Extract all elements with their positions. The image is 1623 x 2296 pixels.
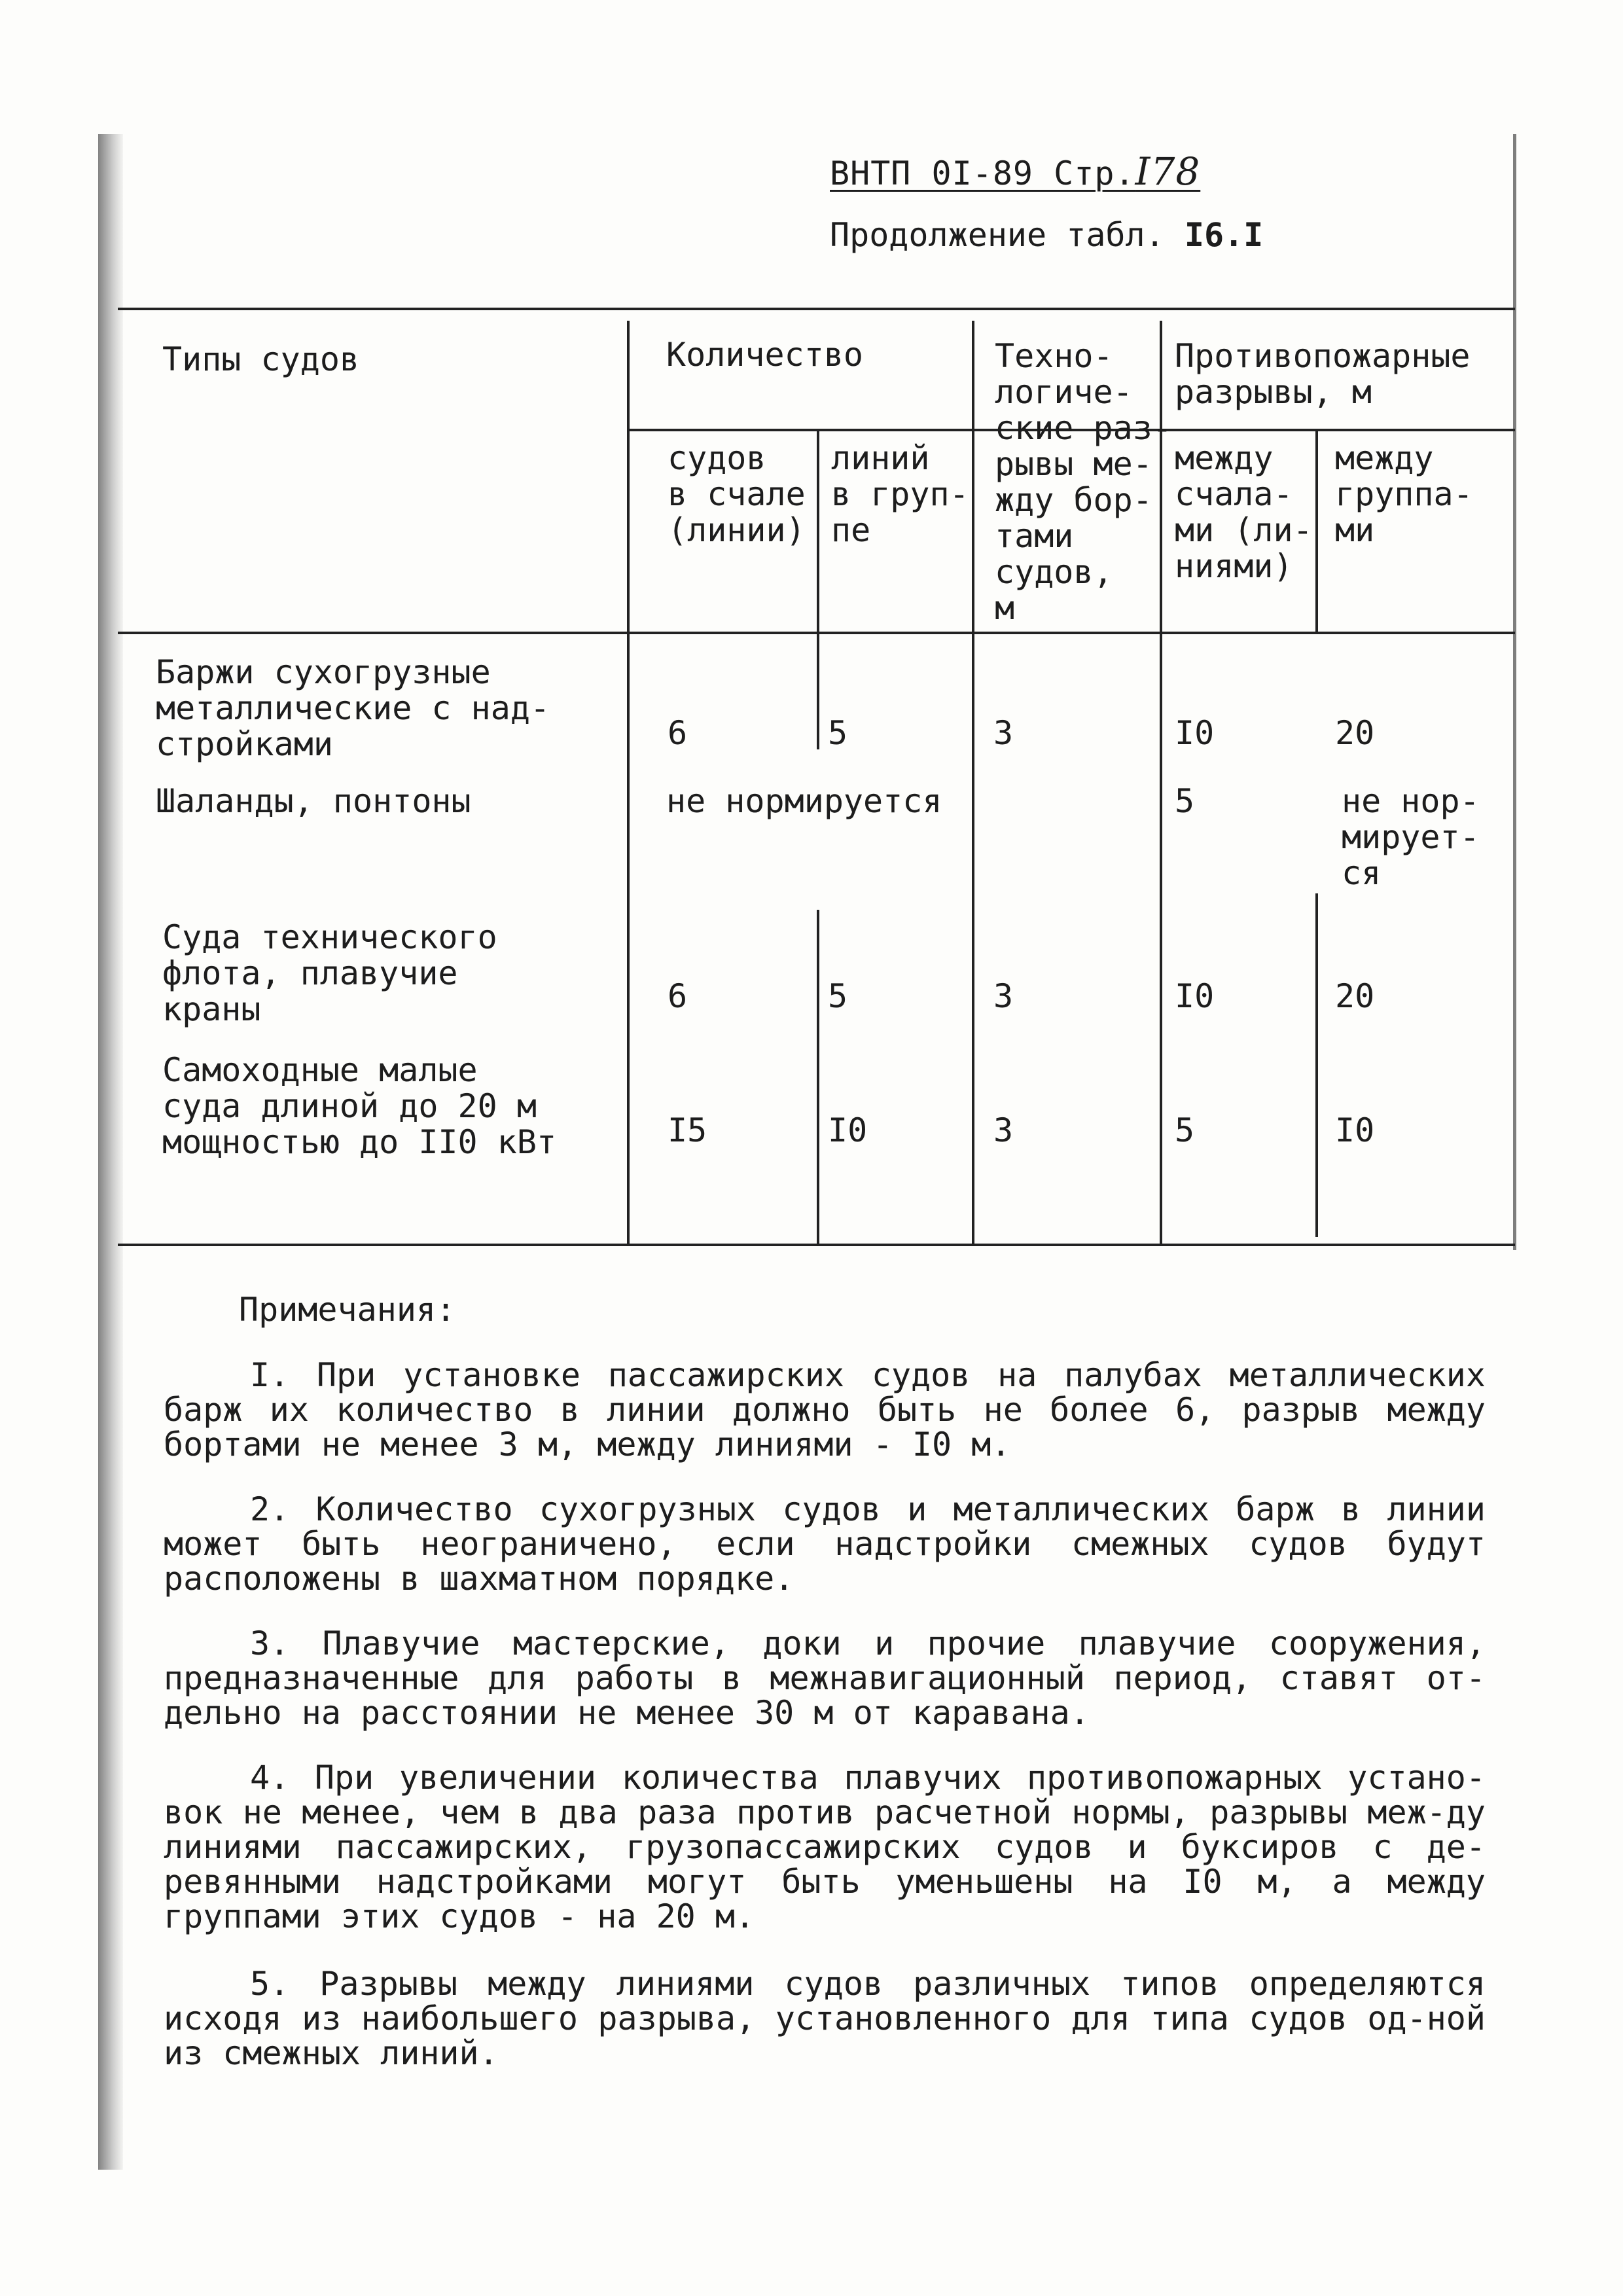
- row-fire-lines: I0: [1175, 977, 1215, 1015]
- rule: [118, 308, 1515, 310]
- row-vessels: 6: [668, 977, 688, 1015]
- row-lines: 5: [828, 977, 848, 1015]
- rule: [1315, 429, 1318, 632]
- rule: [1315, 893, 1318, 1237]
- notes-title: Примечания:: [239, 1291, 456, 1329]
- note-item: 2. Количество сухогрузных судов и металлических барж в линии может быть неограничено, если надстройки смежных судов будут расположены в шахматном порядке.: [164, 1490, 1486, 1598]
- continuation-text: Продолжение табл.: [830, 216, 1165, 254]
- header-fire-gaps: Противопожарные разрывы, м: [1175, 337, 1471, 411]
- rule: [817, 910, 819, 1244]
- page-number: I78: [1135, 149, 1201, 194]
- rule: [118, 1244, 1515, 1246]
- note-item: I. При установке пассажирских судов на палубах металлических барж их количество в линии должно быть не более 6, разрыв между бортами не менее 3 м, между линиями - I0 м.: [164, 1356, 1486, 1463]
- row-fire-groups: 20: [1335, 714, 1375, 752]
- row-tech: 3: [993, 714, 1014, 752]
- rule: [817, 429, 819, 749]
- note-item: 3. Плавучие мастерские, доки и прочие плавучие сооружения, предназначенные для работы в межнавигационный период, ставят от-дельно на расстоянии не менее 30 м от каравана.: [164, 1624, 1486, 1732]
- header-quantity: Количество: [666, 336, 864, 374]
- document-reference: [830, 149, 1200, 194]
- subheader-between-lines: между счала- ми (ли- ниями): [1175, 439, 1313, 585]
- row-fire-lines: 5: [1175, 782, 1195, 820]
- row-type: Самоходные малые суда длиной до 20 м мощностью до II0 кВт: [162, 1051, 557, 1161]
- subheader-lines-in-group: линий в груп- пе: [831, 439, 969, 549]
- row-fire-lines: I0: [1175, 714, 1215, 752]
- subheader-between-groups: между группа- ми: [1335, 439, 1473, 549]
- row-fire-groups: I0: [1335, 1111, 1375, 1149]
- row-fire-groups: 20: [1335, 977, 1375, 1015]
- row-vessels: I5: [668, 1111, 707, 1149]
- rule: [972, 321, 974, 1244]
- row-lines: 5: [828, 714, 848, 752]
- note-item: 5. Разрывы между линиями судов различных типов определяются исходя из наибольшего разрыва, установленного для типа судов од-ной из смежных линий.: [164, 1965, 1486, 2072]
- row-tech: 3: [993, 977, 1014, 1015]
- table-continuation-label: [830, 216, 1263, 254]
- scan-shadow-edge: [98, 134, 123, 2170]
- row-type: Шаланды, понтоны: [156, 782, 471, 820]
- row-vessels: 6: [668, 714, 688, 752]
- right-border-line: [1513, 134, 1516, 1250]
- rule: [627, 321, 630, 1244]
- note-item: 4. При увеличении количества плавучих противопожарных устано-вок не менее, чем в два раза против расчетной нормы, разрывы меж-ду линиями пассажирских, грузопассажирских судов и буксиров с де-ревянными надстройками могут быть уменьшены на I0 м, а между группами этих судов - на 20 м.: [164, 1759, 1486, 1935]
- row-lines: I0: [828, 1111, 868, 1149]
- row-type: Суда технического флота, плавучие краны: [162, 918, 497, 1028]
- header-technological-gaps: Техно- логиче- ские раз- рывы ме- жду бор- тами судов, м: [995, 337, 1172, 627]
- table-number: I6.I: [1184, 216, 1264, 254]
- reference-code: ВНТП 0I-89 Стр.: [830, 154, 1135, 192]
- subheader-vessels-in-line: судов в счале (линии): [668, 439, 806, 549]
- row-type: Баржи сухогрузные металлические с над- стройками: [156, 653, 550, 763]
- row-fire-lines: 5: [1175, 1111, 1195, 1149]
- row-fire-groups: не нор- мирует- ся: [1342, 782, 1480, 892]
- header-vessel-types: Типы судов: [162, 340, 360, 378]
- row-tech: 3: [993, 1111, 1014, 1149]
- row-not-normed: не нормируется: [666, 782, 942, 820]
